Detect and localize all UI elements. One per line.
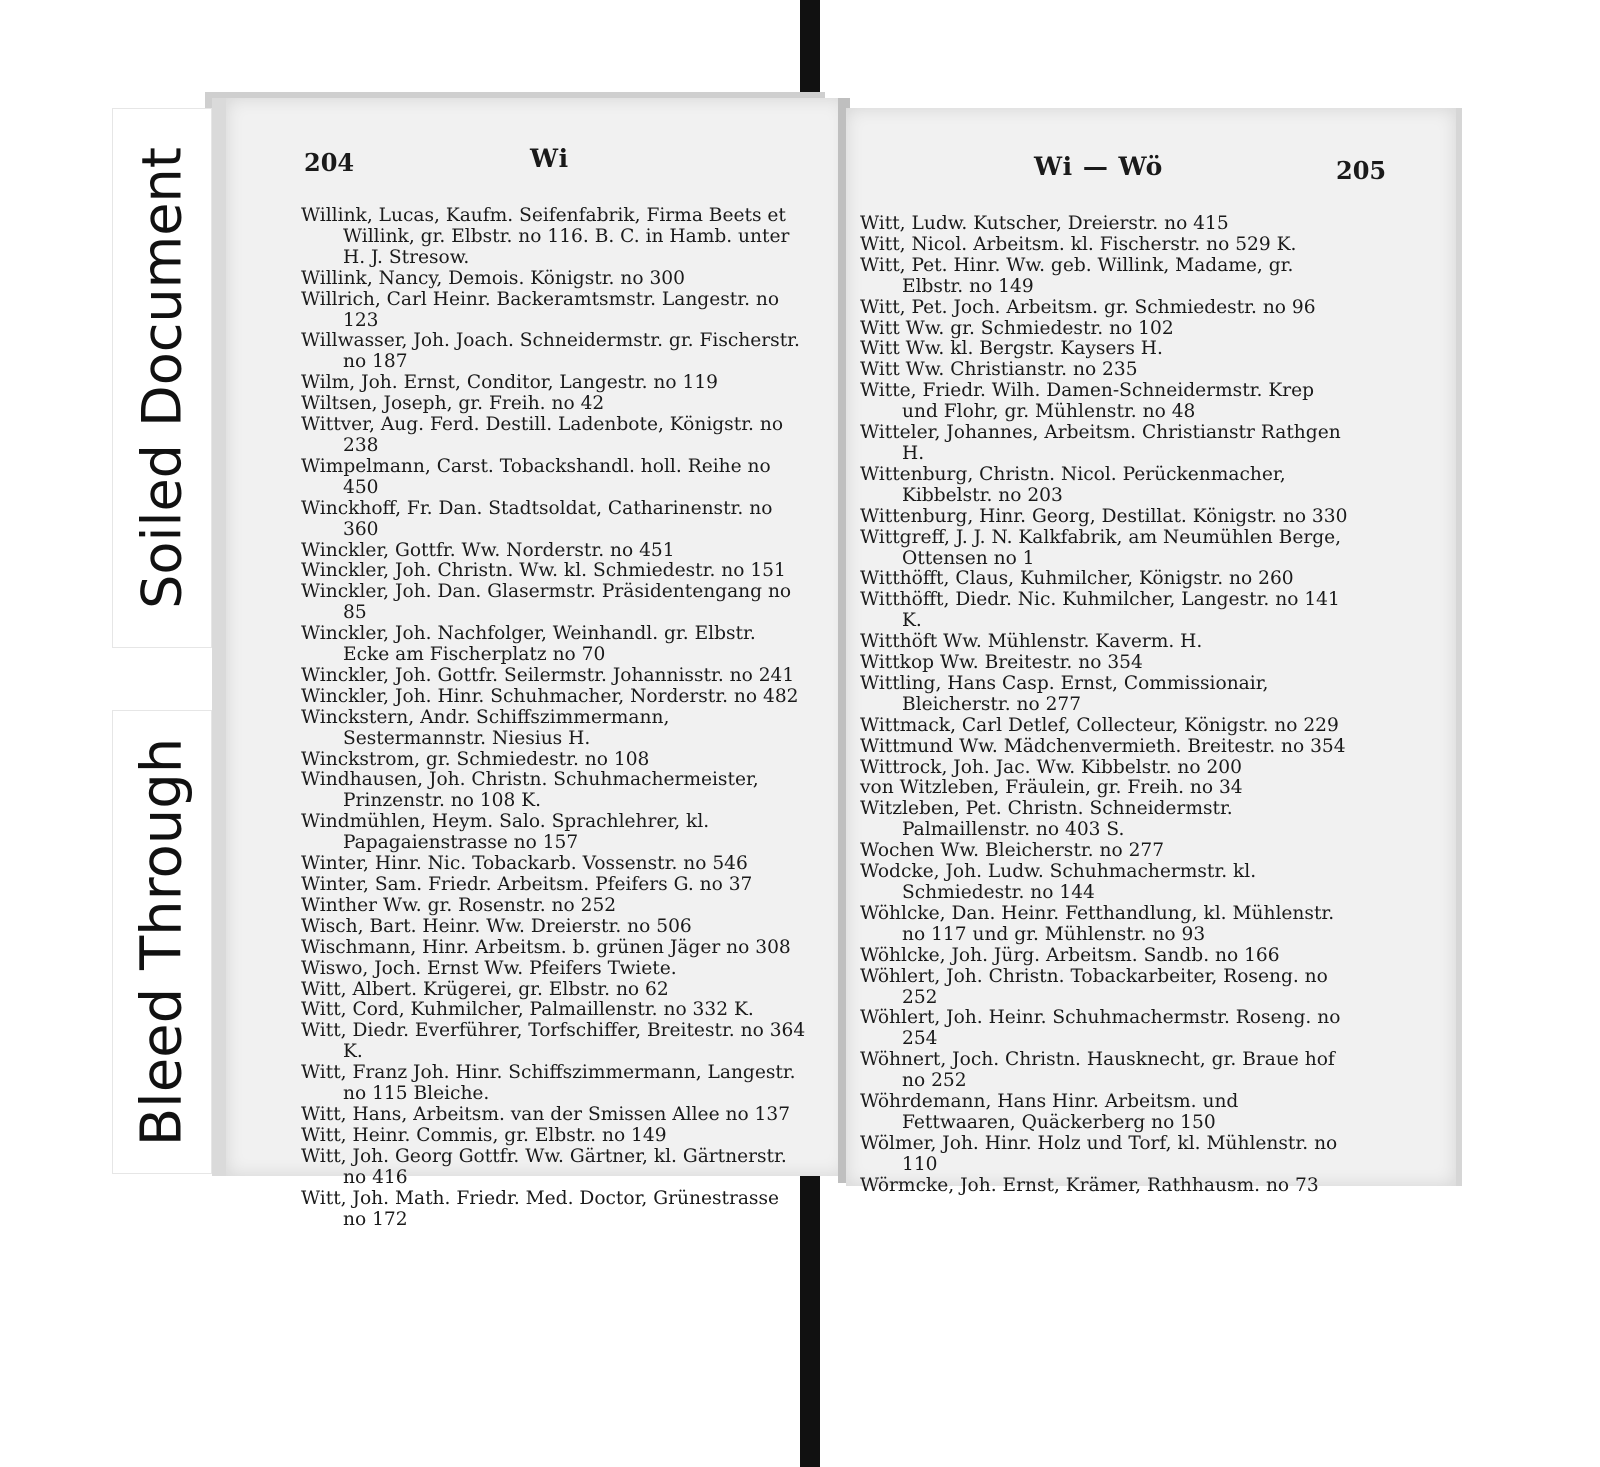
- directory-entry: Witt, Pet. Hinr. Ww. geb. Willink, Madame, gr. Elbstr. no 149: [860, 254, 1294, 297]
- directory-entry: Willwasser, Joh. Joach. Schneidermstr. gr. Fischerstr. no 187: [301, 330, 800, 373]
- directory-entry: Winckler, Joh. Christn. Ww. kl. Schmiedestr. no 151: [301, 560, 786, 582]
- directory-entry: Wittenburg, Hinr. Georg, Destillat. Königstr. no 330: [860, 505, 1348, 527]
- directory-entry: Wöhlcke, Joh. Jürg. Arbeitsm. Sandb. no 166: [860, 944, 1280, 966]
- directory-entry: Willink, Nancy, Demois. Königstr. no 300: [301, 267, 685, 289]
- directory-entry: Winther Ww. gr. Rosenstr. no 252: [301, 894, 617, 916]
- directory-entry: Wörmcke, Joh. Ernst, Krämer, Rathhausm. no 73: [860, 1174, 1319, 1196]
- right-page-number: 205: [1336, 156, 1387, 185]
- directory-entry: Witt Ww. gr. Schmiedestr. no 102: [860, 317, 1174, 339]
- directory-entry: Witt, Franz Joh. Hinr. Schiffszimmermann, Langestr. no 115 Bleiche.: [301, 1062, 796, 1105]
- directory-entry: Winckler, Joh. Nachfolger, Weinhandl. gr. Elbstr. Ecke am Fischerplatz no 70: [301, 623, 756, 666]
- directory-entry: Witt, Joh. Math. Friedr. Med. Doctor, Grünestrasse no 172: [301, 1187, 780, 1230]
- left-entry-list: [301, 206, 806, 1230]
- directory-entry: Wöhlert, Joh. Christn. Tobackarbeiter, Roseng. no 252: [860, 965, 1328, 1008]
- directory-entry: Witt, Ludw. Kutscher, Dreierstr. no 415: [860, 213, 1229, 234]
- right-entry-list: [860, 214, 1354, 1197]
- directory-entry: Wittver, Aug. Ferd. Destill. Ladenbote, Königstr. no 238: [301, 414, 784, 456]
- directory-entry: Witt, Nicol. Arbeitsm. kl. Fischerstr. no 529 K.: [860, 233, 1297, 255]
- right-running-head: Wi — Wö: [1034, 152, 1164, 181]
- directory-entry: Wittenburg, Christn. Nicol. Perückenmacher, Kibbelstr. no 203: [860, 463, 1286, 506]
- directory-entry: Witte, Friedr. Wilh. Damen-Schneidermstr. Krep und Flohr, gr. Mühlenstr. no 48: [860, 380, 1315, 423]
- bleed-through-label: [112, 710, 212, 1174]
- directory-entry: Willink, Lucas, Kaufm. Seifenfabrik, Firma Beets et Willink, gr. Elbstr. no 116. B. C. in Hamb. unter H. J. Stresow.: [301, 205, 790, 268]
- directory-entry: Wöhnert, Joch. Christn. Hausknecht, gr. Braue hof no 252: [860, 1049, 1335, 1092]
- directory-entry: Wimpelmann, Carst. Tobackshandl. holl. Reihe no 450: [301, 455, 771, 498]
- directory-entry: Witt, Albert. Krügerei, gr. Elbstr. no 62: [301, 978, 669, 1000]
- directory-entry: Wittmack, Carl Detlef, Collecteur, Königstr. no 229: [860, 714, 1339, 736]
- bleed-through-text: Bleed Through: [129, 737, 195, 1147]
- directory-entry: Witt, Cord, Kuhmilcher, Palmaillenstr. no 332 K.: [301, 999, 754, 1021]
- right-page: [846, 108, 1462, 1196]
- directory-entry: Winckstrom, gr. Schmiedestr. no 108: [301, 748, 650, 770]
- directory-entry: Witzleben, Pet. Christn. Schneidermstr. Palmaillenstr. no 403 S.: [860, 798, 1233, 841]
- directory-entry: Wittgreff, J. J. N. Kalkfabrik, am Neumühlen Berge, Ottensen no 1: [860, 526, 1342, 569]
- directory-entry: Wiltsen, Joseph, gr. Freih. no 42: [301, 393, 605, 415]
- left-page: [212, 98, 846, 1230]
- directory-entry: Wiswo, Joch. Ernst Ww. Pfeifers Twiete.: [301, 957, 677, 979]
- left-running-head: Wi: [530, 144, 570, 173]
- directory-entry: Wittmund Ww. Mädchenvermieth. Breitestr. no 354: [860, 735, 1346, 757]
- directory-entry: Witthöfft, Diedr. Nic. Kuhmilcher, Langestr. no 141 K.: [860, 589, 1340, 632]
- directory-entry: Witthöfft, Claus, Kuhmilcher, Königstr. no 260: [860, 568, 1294, 590]
- directory-entry: Winckler, Joh. Gottfr. Seilermstr. Johannisstr. no 241: [301, 664, 795, 686]
- directory-entry: Witthöft Ww. Mühlenstr. Kaverm. H.: [860, 631, 1203, 653]
- directory-entry: Winckler, Joh. Hinr. Schuhmacher, Norderstr. no 482: [301, 685, 799, 707]
- directory-entry: Winckstern, Andr. Schiffszimmermann, Sestermannstr. Niesius H.: [301, 706, 670, 749]
- directory-entry: Witt, Hans, Arbeitsm. van der Smissen Allee no 137: [301, 1103, 791, 1125]
- directory-entry: Wisch, Bart. Heinr. Ww. Dreierstr. no 506: [301, 915, 692, 937]
- directory-entry: Witteler, Johannes, Arbeitsm. Christianstr Rathgen H.: [860, 422, 1341, 464]
- directory-entry: Windhausen, Joh. Christn. Schuhmachermeister, Prinzenstr. no 108 K.: [301, 769, 759, 812]
- directory-entry: Wilm, Joh. Ernst, Conditor, Langestr. no 119: [301, 372, 718, 394]
- directory-entry: Willrich, Carl Heinr. Backeramtsmstr. Langestr. no 123: [301, 288, 780, 331]
- soiled-document-text: Soiled Document: [130, 147, 194, 609]
- directory-entry: Wöhrdemann, Hans Hinr. Arbeitsm. und Fettwaaren, Quäckerberg no 150: [860, 1091, 1239, 1133]
- directory-entry: Wöhlert, Joh. Heinr. Schuhmachermstr. Roseng. no 254: [860, 1007, 1341, 1050]
- directory-entry: Wochen Ww. Bleicherstr. no 277: [860, 840, 1165, 862]
- directory-entry: Wittling, Hans Casp. Ernst, Commissionair, Bleicherstr. no 277: [860, 672, 1269, 715]
- directory-entry: Wittkop Ww. Breitestr. no 354: [860, 652, 1143, 674]
- directory-entry: Winter, Sam. Friedr. Arbeitsm. Pfeifers G. no 37: [301, 874, 753, 895]
- directory-entry: von Witzleben, Fräulein, gr. Freih. no 34: [860, 777, 1243, 799]
- directory-entry: Winckler, Joh. Dan. Glasermstr. Präsidentengang no 85: [301, 581, 792, 624]
- directory-entry: Witt Ww. Christianstr. no 235: [860, 359, 1138, 381]
- directory-entry: Witt, Joh. Georg Gottfr. Ww. Gärtner, kl. Gärtnerstr. no 416: [301, 1145, 787, 1188]
- directory-entry: Wischmann, Hinr. Arbeitsm. b. grünen Jäger no 308: [301, 936, 791, 958]
- directory-entry: Wöhlcke, Dan. Heinr. Fetthandlung, kl. Mühlenstr. no 117 und gr. Mühlenstr. no 93: [860, 902, 1335, 945]
- directory-entry: Windmühlen, Heym. Salo. Sprachlehrer, kl. Papagaienstrasse no 157: [301, 811, 710, 854]
- directory-entry: Witt, Pet. Joch. Arbeitsm. gr. Schmiedestr. no 96: [860, 296, 1316, 318]
- soiled-document-label: [112, 108, 212, 648]
- directory-entry: Wodcke, Joh. Ludw. Schuhmachermstr. kl. Schmiedestr. no 144: [860, 861, 1257, 903]
- directory-entry: Winckler, Gottfr. Ww. Norderstr. no 451: [301, 539, 675, 561]
- directory-entry: Winckhoff, Fr. Dan. Stadtsoldat, Catharinenstr. no 360: [301, 497, 773, 540]
- directory-entry: Winter, Hinr. Nic. Tobackarb. Vossenstr. no 546: [301, 853, 748, 875]
- directory-entry: Wölmer, Joh. Hinr. Holz und Torf, kl. Mühlenstr. no 110: [860, 1132, 1338, 1175]
- directory-entry: Witt Ww. kl. Bergstr. Kaysers H.: [860, 338, 1163, 360]
- left-page-number: 204: [304, 148, 355, 177]
- directory-entry: Wittrock, Joh. Jac. Ww. Kibbelstr. no 200: [860, 756, 1242, 778]
- directory-entry: Witt, Diedr. Everführer, Torfschiffer, Breitestr. no 364 K.: [301, 1020, 806, 1063]
- directory-entry: Witt, Heinr. Commis, gr. Elbstr. no 149: [301, 1124, 667, 1146]
